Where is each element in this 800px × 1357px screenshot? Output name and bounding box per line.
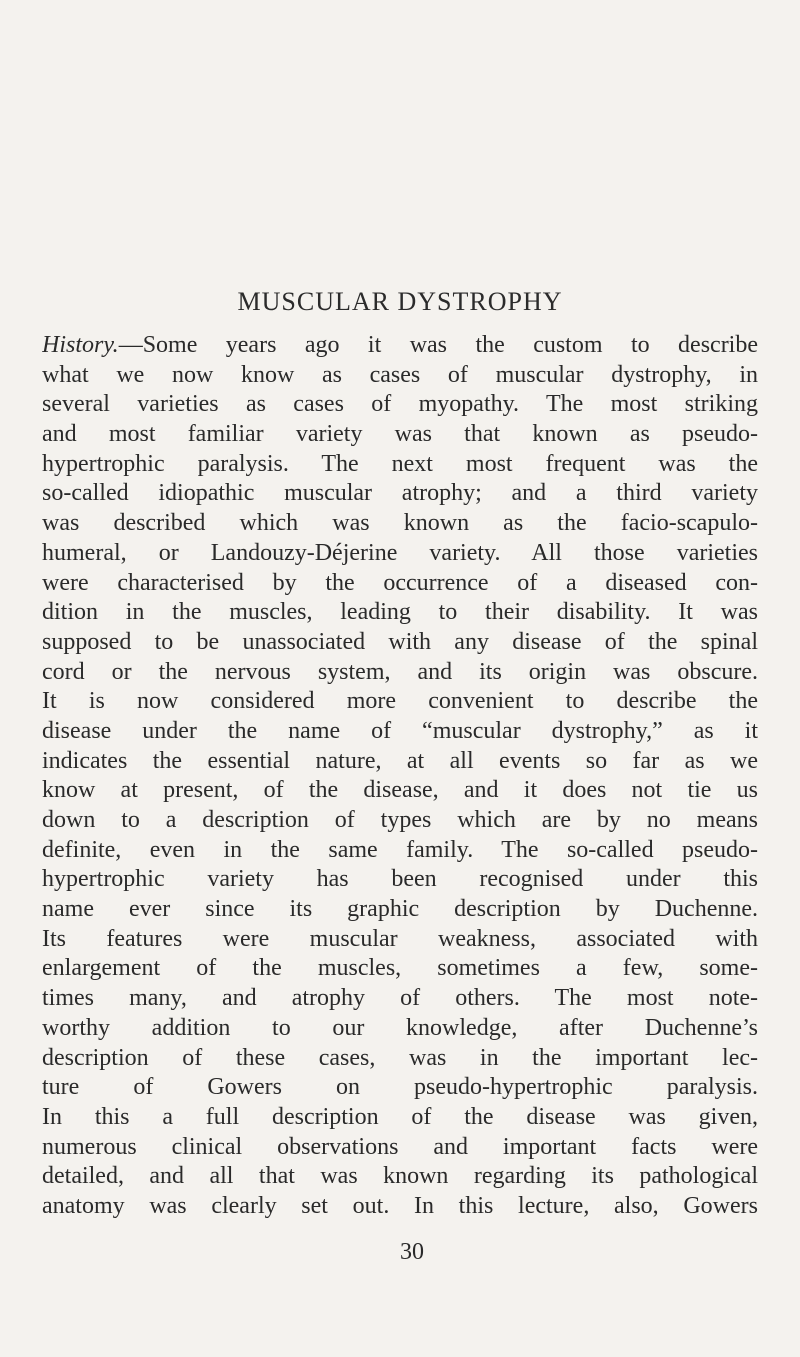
text-line: was described which was known as the facio-scapulo- <box>42 510 758 537</box>
text-line: detailed, and all that was known regarding its pathological <box>42 1163 758 1190</box>
text-line: were characterised by the occurrence of a diseased con- <box>42 569 758 596</box>
text-line: know at present, of the disease, and it does not tie us <box>42 777 758 804</box>
text-line: dition in the muscles, leading to their disability. It was <box>42 599 758 626</box>
text-line: indicates the essential nature, at all events so far as we <box>42 747 758 774</box>
page-number: 30 <box>400 1239 424 1265</box>
text-line: Its features were muscular weakness, associated with <box>42 925 758 952</box>
text-line: enlargement of the muscles, sometimes a few, some- <box>42 955 758 982</box>
body-paragraph <box>42 331 758 1222</box>
text-line: description of these cases, was in the important lec- <box>42 1044 758 1071</box>
text-line: so-called idiopathic muscular atrophy; and a third variety <box>42 480 758 507</box>
run-in-heading: History. <box>42 332 119 358</box>
text-line: disease under the name of “muscular dystrophy,” as it <box>42 717 758 744</box>
text-line: humeral, or Landouzy-Déjerine variety. All those varieties <box>42 539 758 566</box>
text-line: definite, even in the same family. The so-called pseudo- <box>42 836 758 863</box>
text-line: History.—Some years ago it was the custom to describe <box>42 332 758 358</box>
text-line: what we now know as cases of muscular dystrophy, in <box>42 361 758 388</box>
text-line: ture of Gowers on pseudo-hypertrophic paralysis. <box>42 1074 758 1101</box>
text-line: supposed to be unassociated with any disease of the spinal <box>42 628 758 655</box>
text-line: numerous clinical observations and important facts were <box>42 1133 758 1160</box>
text-line: hypertrophic paralysis. The next most frequent was the <box>42 450 758 477</box>
text-line: times many, and atrophy of others. The most note- <box>42 985 758 1012</box>
text-line: down to a description of types which are by no means <box>42 807 758 833</box>
page-title: MUSCULAR DYSTROPHY <box>237 287 563 316</box>
text-line: It is now considered more convenient to describe the <box>42 688 758 715</box>
text-line: anatomy was clearly set out. In this lecture, also, Gowers <box>42 1192 758 1219</box>
text-line: hypertrophic variety has been recognised under this <box>42 866 758 893</box>
text-line: and most familiar variety was that known as pseudo- <box>42 421 758 448</box>
text-line: In this a full description of the disease was given, <box>42 1103 758 1130</box>
text-line: name ever since its graphic description by Duchenne. <box>42 896 758 923</box>
text-line: several varieties as cases of myopathy. The most striking <box>42 391 758 418</box>
text-line: cord or the nervous system, and its origin was obscure. <box>42 658 758 685</box>
text-line: worthy addition to our knowledge, after Duchenne’s <box>42 1014 758 1041</box>
